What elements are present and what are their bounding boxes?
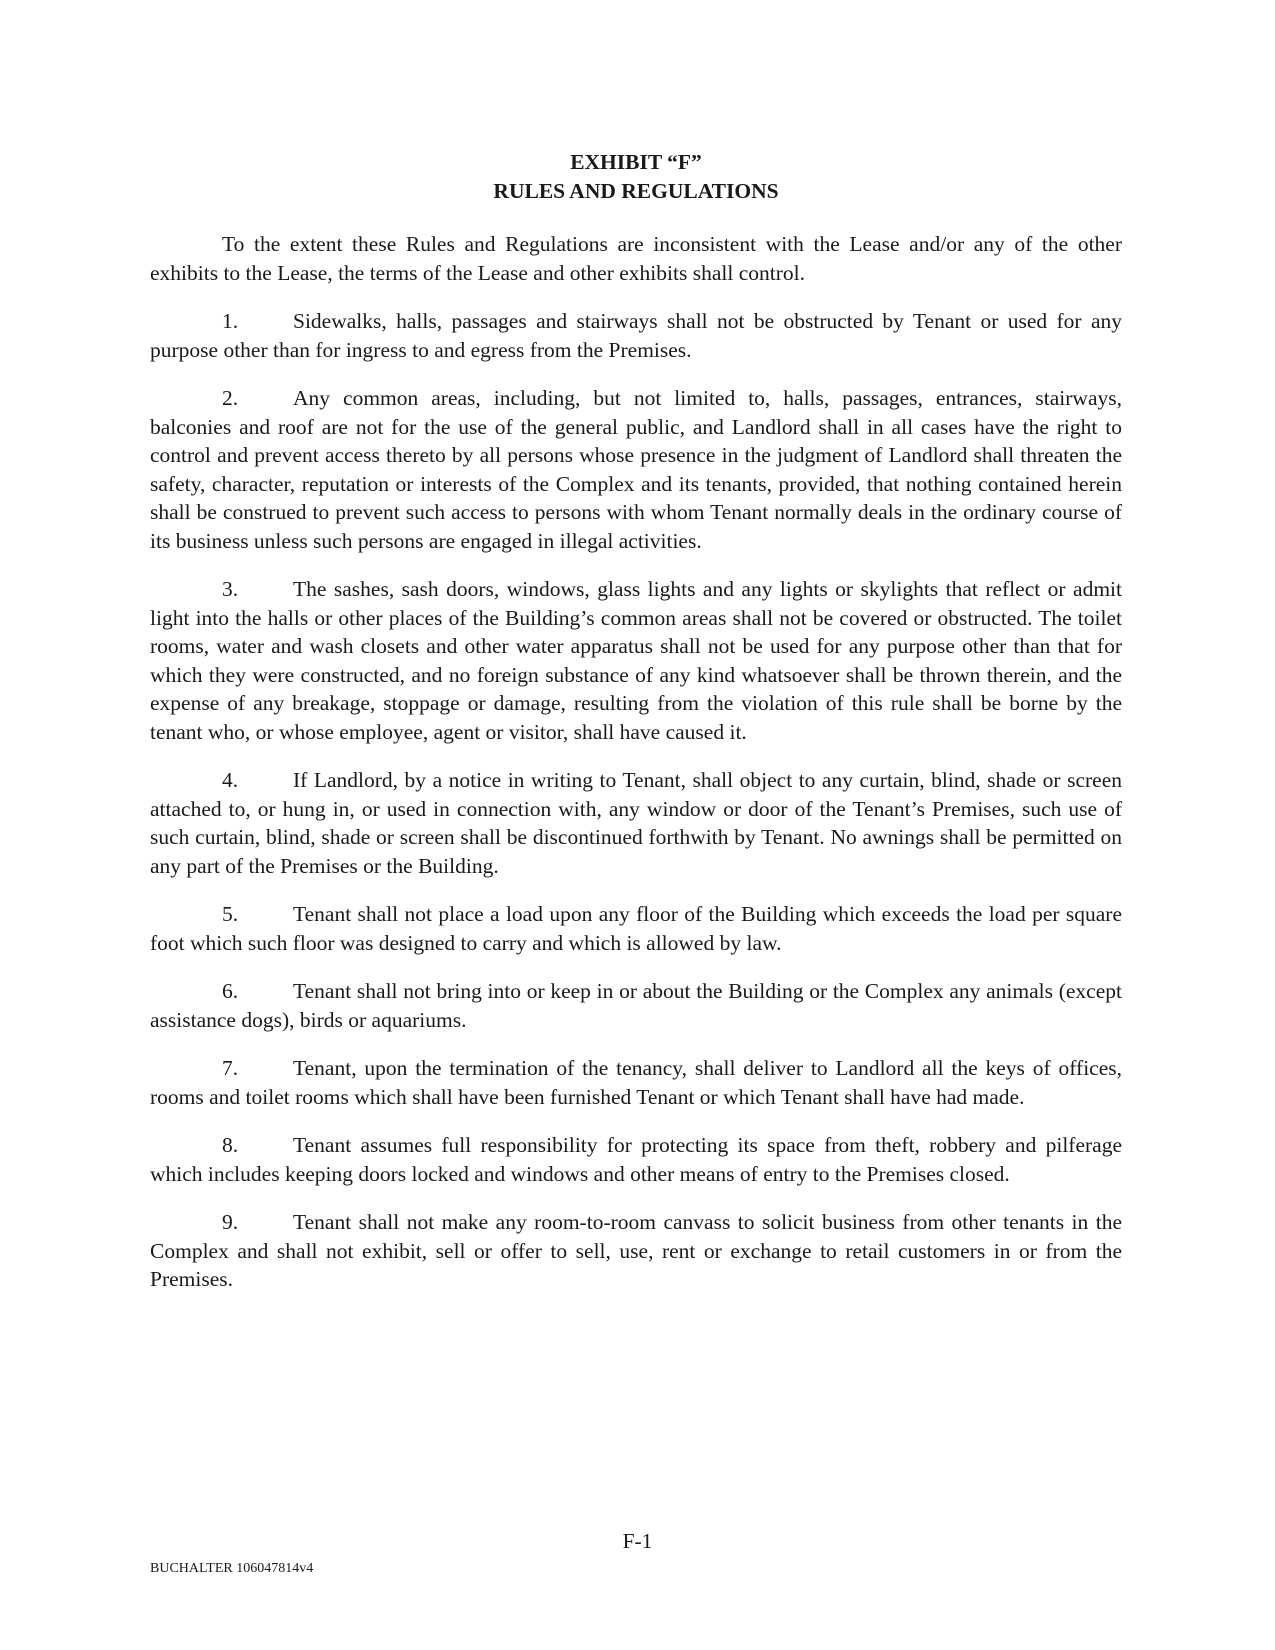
rule-paragraph <box>150 900 1122 957</box>
exhibit-title: EXHIBIT “F” <box>570 150 702 174</box>
rule-paragraph <box>150 575 1122 746</box>
rule-paragraph <box>150 307 1122 364</box>
rule-paragraph <box>150 1208 1122 1294</box>
rule-number: 6. <box>222 979 239 1003</box>
rule-text: Tenant shall not place a load upon any floor of the Building which exceeds the load per square foot which such floor was designed to carry and which is allowed by law. <box>150 902 1122 955</box>
rule-text: Tenant shall not bring into or keep in or about the Building or the Complex any animals (except assistance dogs), birds or aquariums. <box>150 979 1122 1032</box>
document-id: BUCHALTER 106047814v4 <box>150 1561 314 1576</box>
document-page <box>150 148 1122 1294</box>
rule-paragraph <box>150 766 1122 880</box>
rule-number: 1. <box>222 309 239 333</box>
rule-number: 4. <box>222 768 239 792</box>
rule-number: 3. <box>222 577 239 601</box>
rule-number: 5. <box>222 902 239 926</box>
rule-paragraph <box>150 1131 1122 1188</box>
rule-text: If Landlord, by a notice in writing to Tenant, shall object to any curtain, blind, shade or screen attached to, or hung in, or used in connection with, any window or door of the Tenant’s Premises, such use of such curtain, blind, shade or screen shall be discontinued forthwith by Tenant. No awnings shall be permitted on any part of the Premises or the Building. <box>150 768 1122 878</box>
exhibit-subtitle: RULES AND REGULATIONS <box>493 179 779 203</box>
rule-text: Tenant assumes full responsibility for protecting its space from theft, robbery and pilferage which includes keeping doors locked and windows and other means of entry to the Premises closed. <box>150 1133 1122 1186</box>
rule-text: Sidewalks, halls, passages and stairways shall not be obstructed by Tenant or used for any purpose other than for ingress to and egress from the Premises. <box>150 309 1122 362</box>
page-number: F-1 <box>622 1529 653 1553</box>
rule-text: Tenant shall not make any room-to-room canvass to solicit business from other tenants in the Complex and shall not exhibit, sell or offer to sell, use, rent or exchange to retail customers in or from the Premises. <box>150 1210 1122 1291</box>
rule-text: The sashes, sash doors, windows, glass lights and any lights or skylights that reflect or admit light into the halls or other places of the Building’s common areas shall not be covered or obstructed. The toilet rooms, water and wash closets and other water apparatus shall not be used for any purpose other than that for which they were constructed, and no foreign substance of any kind whatsoever shall be thrown therein, and the expense of any breakage, stoppage or damage, resulting from the violation of this rule shall be borne by the tenant who, or whose employee, agent or visitor, shall have caused it. <box>150 577 1122 744</box>
intro-paragraph: To the extent these Rules and Regulations are inconsistent with the Lease and/or any of the other exhibits to the Lease, the terms of the Lease and other exhibits shall control. <box>150 232 1122 285</box>
rule-paragraph <box>150 1054 1122 1111</box>
rule-number: 7. <box>222 1056 239 1080</box>
rule-number: 2. <box>222 386 239 410</box>
rule-text: Any common areas, including, but not limited to, halls, passages, entrances, stairways, balconies and roof are not for the use of the general public, and Landlord shall in all cases have the right to control and prevent access thereto by all persons whose presence in the judgment of Landlord shall threaten the safety, character, reputation or interests of the Complex and its tenants, provided, that nothing contained herein shall be construed to prevent such access to persons with whom Tenant normally deals in the ordinary course of its business unless such persons are engaged in illegal activities. <box>150 386 1122 553</box>
rule-paragraph <box>150 384 1122 555</box>
rule-text: Tenant, upon the termination of the tenancy, shall deliver to Landlord all the keys of offices, rooms and toilet rooms which shall have been furnished Tenant or which Tenant shall have had made. <box>150 1056 1122 1109</box>
rule-number: 9. <box>222 1210 239 1234</box>
rule-paragraph <box>150 977 1122 1034</box>
rule-number: 8. <box>222 1133 239 1157</box>
